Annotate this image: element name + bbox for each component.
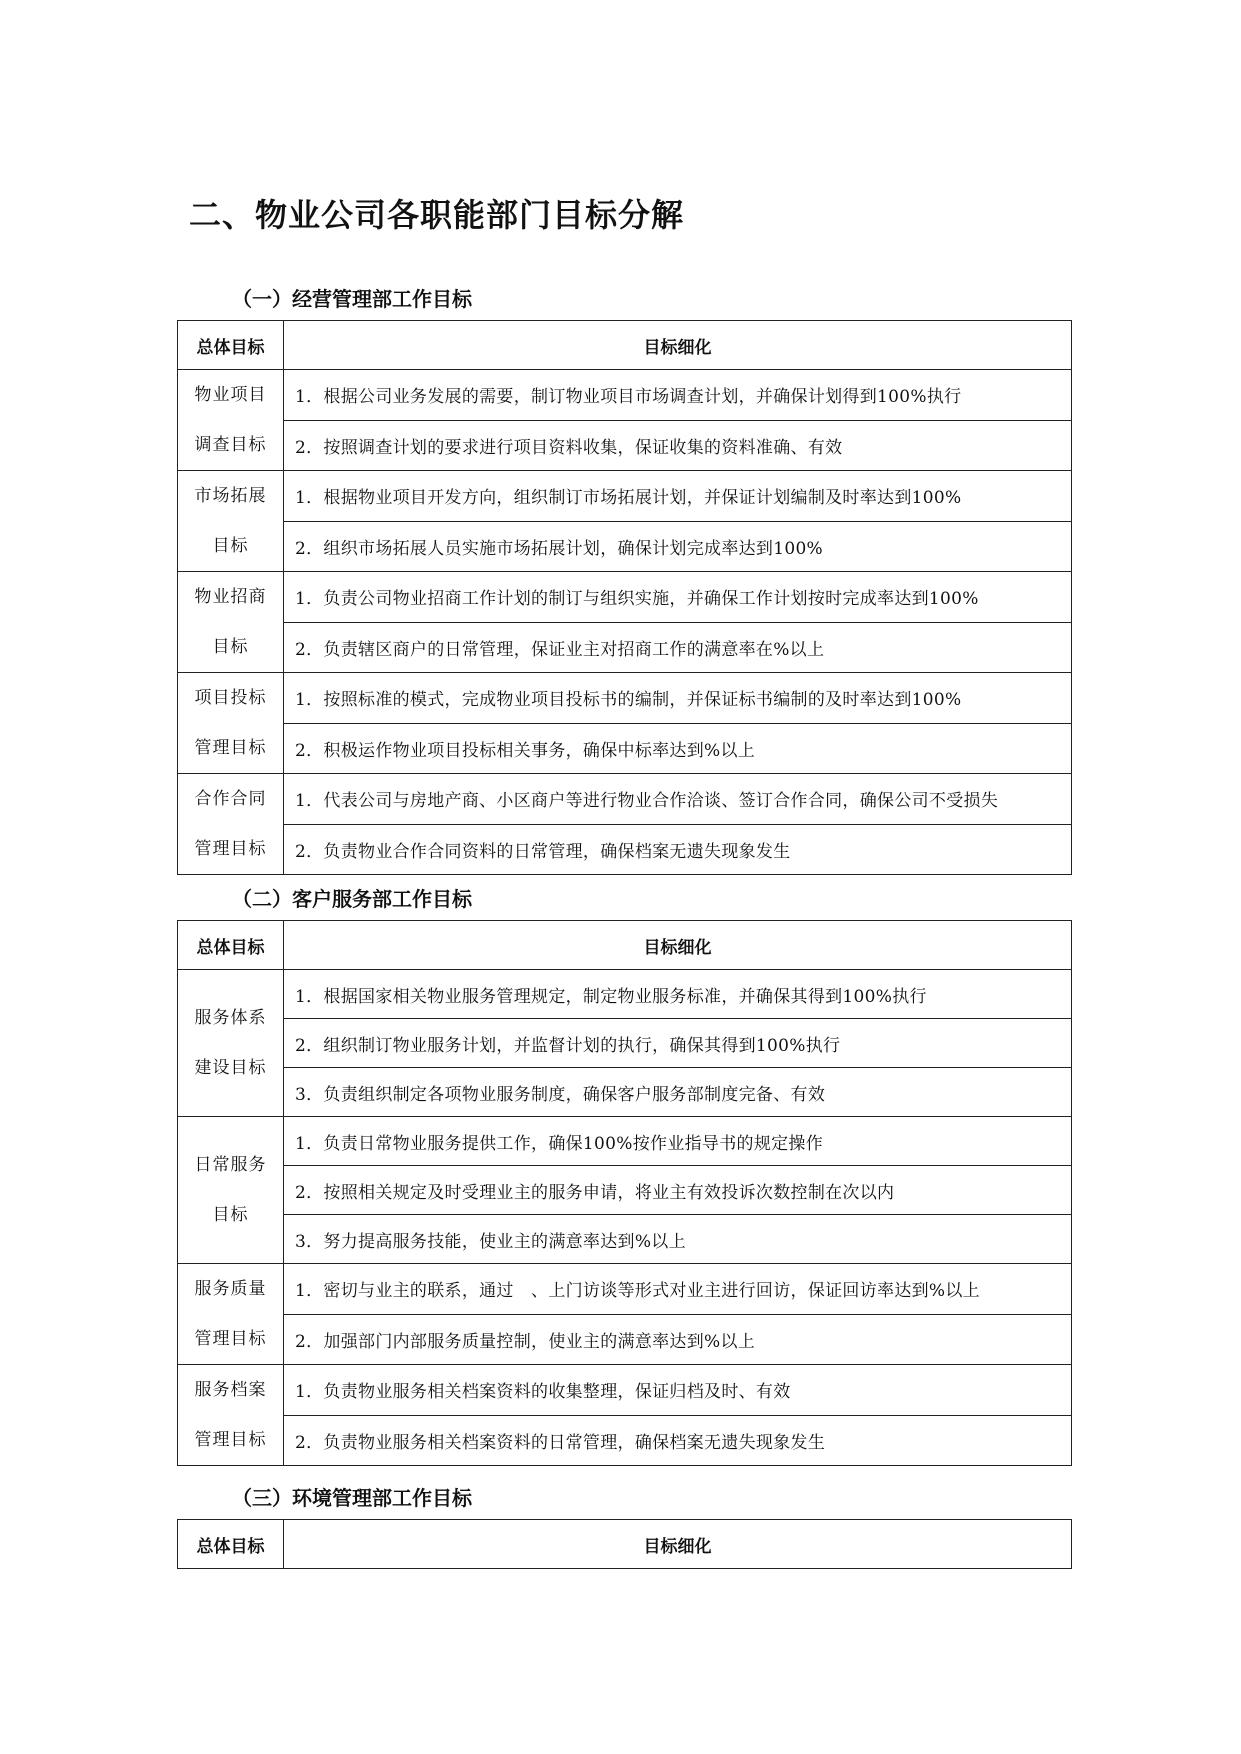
category-label: 服务质量管理目标 — [194, 1279, 267, 1349]
table-row — [178, 471, 1072, 522]
header-overall-target: 总体目标 — [178, 321, 284, 370]
category-cell — [178, 1264, 284, 1365]
target-item: 3．负责组织制定各项物业服务制度，确保客户服务部制度完备、有效 — [284, 1068, 1072, 1117]
category-label: 服务体系建设目标 — [194, 1008, 267, 1078]
category-cell — [178, 572, 284, 673]
category-label: 服务档案管理目标 — [194, 1380, 267, 1450]
target-item: 1．负责日常物业服务提供工作，确保100%按作业指导书的规定操作 — [284, 1117, 1072, 1166]
page-title: 二、物业公司各职能部门目标分解 — [189, 196, 685, 234]
category-cell — [178, 970, 284, 1117]
section-title-operations: （一）经营管理部工作目标 — [232, 287, 472, 311]
table-header-row — [178, 1520, 1072, 1569]
target-item: 1．根据国家相关物业服务管理规定，制定物业服务标准，并确保其得到100%执行 — [284, 970, 1072, 1019]
table-row — [178, 1264, 1072, 1315]
category-cell — [178, 1365, 284, 1466]
target-item: 1．代表公司与房地产商、小区商户等进行物业合作洽谈、签订合作合同，确保公司不受损失 — [284, 774, 1072, 825]
table-row — [178, 1117, 1072, 1166]
target-item: 3．努力提高服务技能，使业主的满意率达到%以上 — [284, 1215, 1072, 1264]
header-overall-target: 总体目标 — [178, 921, 284, 970]
category-label: 物业招商目标 — [194, 587, 267, 657]
category-label: 市场拓展目标 — [194, 486, 267, 556]
category-label: 项目投标管理目标 — [194, 688, 267, 758]
target-item: 2．按照相关规定及时受理业主的服务申请，将业主有效投诉次数控制在次以内 — [284, 1166, 1072, 1215]
table-row — [178, 572, 1072, 623]
category-cell — [178, 673, 284, 774]
table-row — [178, 1215, 1072, 1264]
target-item: 2．负责物业服务相关档案资料的日常管理，确保档案无遗失现象发生 — [284, 1415, 1072, 1466]
category-label: 合作合同管理目标 — [194, 789, 267, 859]
table-row — [178, 370, 1072, 421]
target-item: 1．负责物业服务相关档案资料的收集整理，保证归档及时、有效 — [284, 1365, 1072, 1416]
target-item: 2．负责辖区商户的日常管理，保证业主对招商工作的满意率在%以上 — [284, 622, 1072, 673]
target-item: 2．加强部门内部服务质量控制，使业主的满意率达到%以上 — [284, 1314, 1072, 1365]
table-row — [178, 970, 1072, 1019]
table-row — [178, 824, 1072, 875]
table-header-row — [178, 321, 1072, 370]
table-row — [178, 1019, 1072, 1068]
category-label: 日常服务目标 — [194, 1155, 267, 1225]
category-cell — [178, 471, 284, 572]
table-row — [178, 622, 1072, 673]
table-row — [178, 1314, 1072, 1365]
operations-target-table — [177, 320, 1072, 875]
header-target-detail: 目标细化 — [284, 1520, 1072, 1569]
target-item: 1．根据物业项目开发方向，组织制订市场拓展计划，并保证计划编制及时率达到100% — [284, 471, 1072, 522]
header-target-detail: 目标细化 — [284, 321, 1072, 370]
header-overall-target: 总体目标 — [178, 1520, 284, 1569]
target-item: 2．按照调查计划的要求进行项目资料收集，保证收集的资料准确、有效 — [284, 420, 1072, 471]
table-row — [178, 774, 1072, 825]
table-row — [178, 723, 1072, 774]
target-item: 2．负责物业合作合同资料的日常管理，确保档案无遗失现象发生 — [284, 824, 1072, 875]
table-row — [178, 1415, 1072, 1466]
target-item: 1．密切与业主的联系，通过 、上门访谈等形式对业主进行回访，保证回访率达到%以上 — [284, 1264, 1072, 1315]
table-row — [178, 1068, 1072, 1117]
target-item: 1．根据公司业务发展的需要，制订物业项目市场调查计划，并确保计划得到100%执行 — [284, 370, 1072, 421]
target-item: 2．组织市场拓展人员实施市场拓展计划，确保计划完成率达到100% — [284, 521, 1072, 572]
customer-service-target-table — [177, 920, 1072, 1466]
category-cell — [178, 1117, 284, 1264]
category-label: 物业项目调查目标 — [194, 385, 267, 455]
table-row — [178, 1166, 1072, 1215]
environment-target-table — [177, 1519, 1072, 1569]
target-item: 1．按照标准的模式，完成物业项目投标书的编制，并保证标书编制的及时率达到100% — [284, 673, 1072, 724]
category-cell — [178, 774, 284, 875]
table-row — [178, 521, 1072, 572]
table-header-row — [178, 921, 1072, 970]
target-item: 2．组织制订物业服务计划，并监督计划的执行，确保其得到100%执行 — [284, 1019, 1072, 1068]
table-row — [178, 673, 1072, 724]
section-title-environment: （三）环境管理部工作目标 — [232, 1486, 472, 1510]
table-row — [178, 1365, 1072, 1416]
target-item: 1．负责公司物业招商工作计划的制订与组织实施，并确保工作计划按时完成率达到100% — [284, 572, 1072, 623]
table-row — [178, 420, 1072, 471]
target-item: 2．积极运作物业项目投标相关事务，确保中标率达到%以上 — [284, 723, 1072, 774]
category-cell — [178, 370, 284, 471]
header-target-detail: 目标细化 — [284, 921, 1072, 970]
section-title-customer-service: （二）客户服务部工作目标 — [232, 887, 472, 911]
